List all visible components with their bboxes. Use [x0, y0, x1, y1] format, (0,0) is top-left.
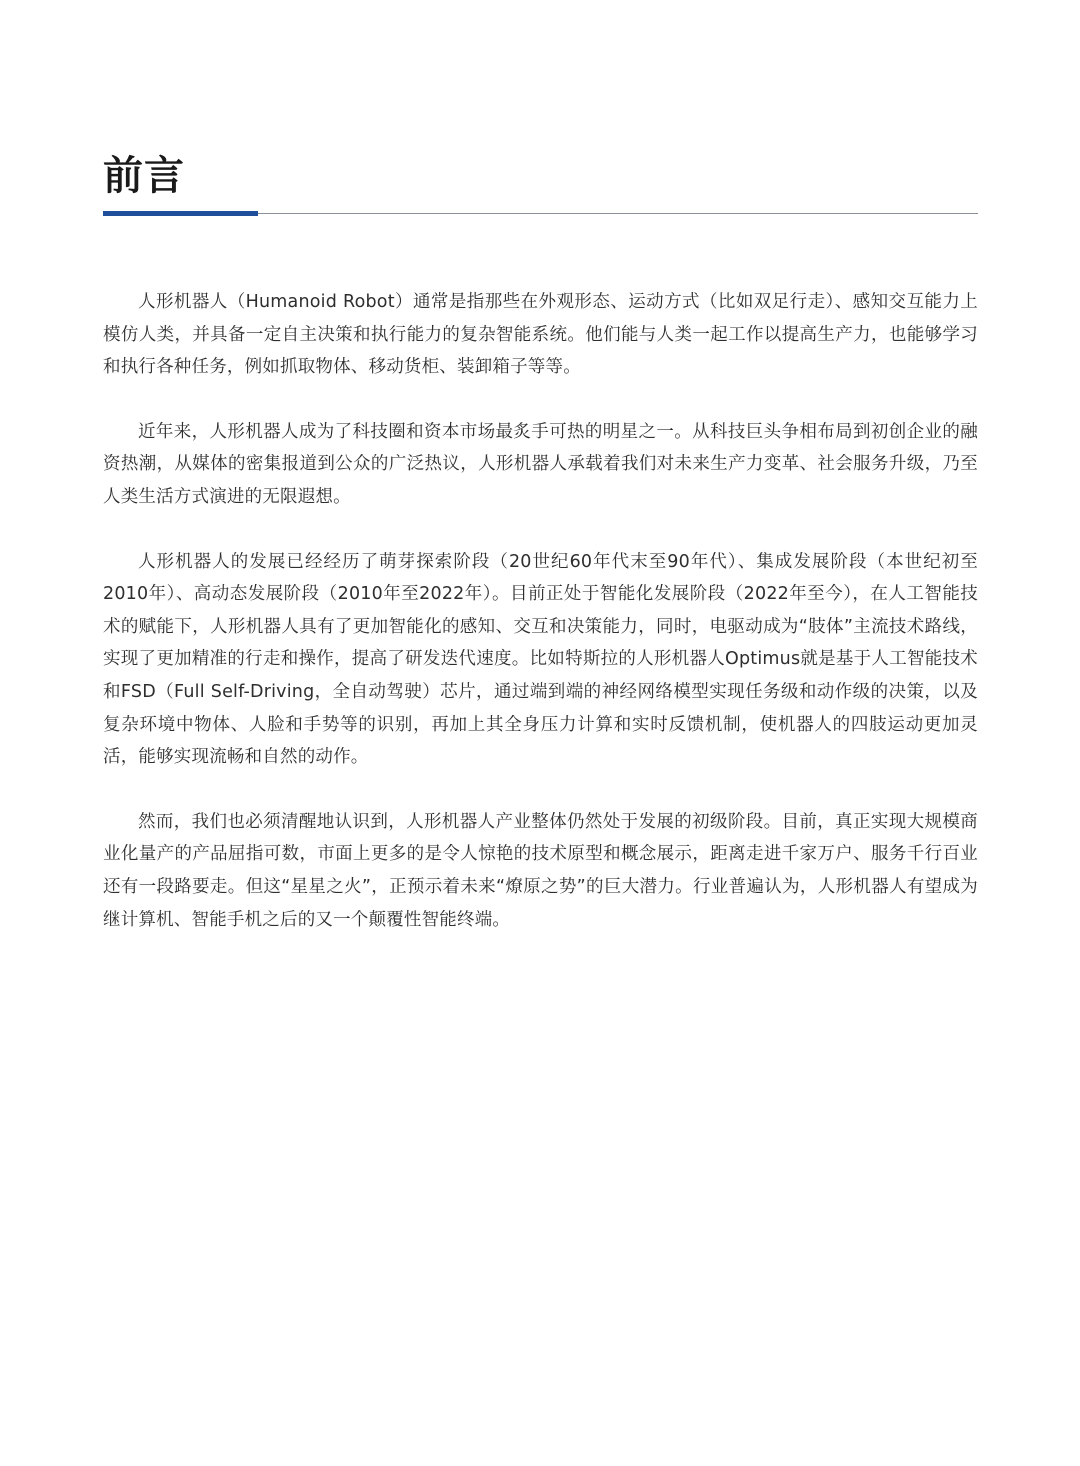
- page-title: 前言: [103, 153, 185, 199]
- paragraph: 人形机器人（Humanoid Robot）通常是指那些在外观形态、运动方式（比如双足行走）、感知交互能力上模仿人类，并具备一定自主决策和执行能力的复杂智能系统。他们能与人类一起工作以提高生产力，也能够学习和执行各种任务，例如抓取物体、移动货柜、装卸箱子等等。: [103, 292, 978, 378]
- paragraph: 近年来，人形机器人成为了科技圈和资本市场最炙手可热的明星之一。从科技巨头争相布局到初创企业的融资热潮，从媒体的密集报道到公众的广泛热议，人形机器人承载着我们对未来生产力变革、社会服务升级，乃至人类生活方式演进的无限遐想。: [103, 421, 978, 507]
- title-divider-accent: [103, 211, 258, 216]
- body-text: [103, 286, 978, 968]
- paragraph: 然而，我们也必须清醒地认识到，人形机器人产业整体仍然处于发展的初级阶段。目前，真正实现大规模商业化量产的产品屈指可数，市面上更多的是令人惊艳的技术原型和概念展示，距离走进千家万户、服务千行百业还有一段路要走。但这“星星之火”，正预示着未来“燎原之势”的巨大潜力。行业普遍认为，人形机器人有望成为继计算机、智能手机之后的又一个颠覆性智能终端。: [103, 811, 978, 930]
- paragraph: 人形机器人的发展已经经历了萌芽探索阶段（20世纪60年代末至90年代）、集成发展阶段（本世纪初至2010年）、高动态发展阶段（2010年至2022年）。目前正处于智能化发展阶段（2022年至今），在人工智能技术的赋能下，人形机器人具有了更加智能化的感知、交互和决策能力，同时，电驱动成为“肢体”主流技术路线，实现了更加精准的行走和操作，提高了研发迭代速度。比如特斯拉的人形机器人Optimus就是基于人工智能技术和FSD（Full Self-Driving，全自动驾驶）芯片，通过端到端的神经网络模型实现任务级和动作级的决策，以及复杂环境中物体、人脸和手势等的识别，再加上其全身压力计算和实时反馈机制，使机器人的四肢运动更加灵活，能够实现流畅和自然的动作。: [103, 551, 978, 768]
